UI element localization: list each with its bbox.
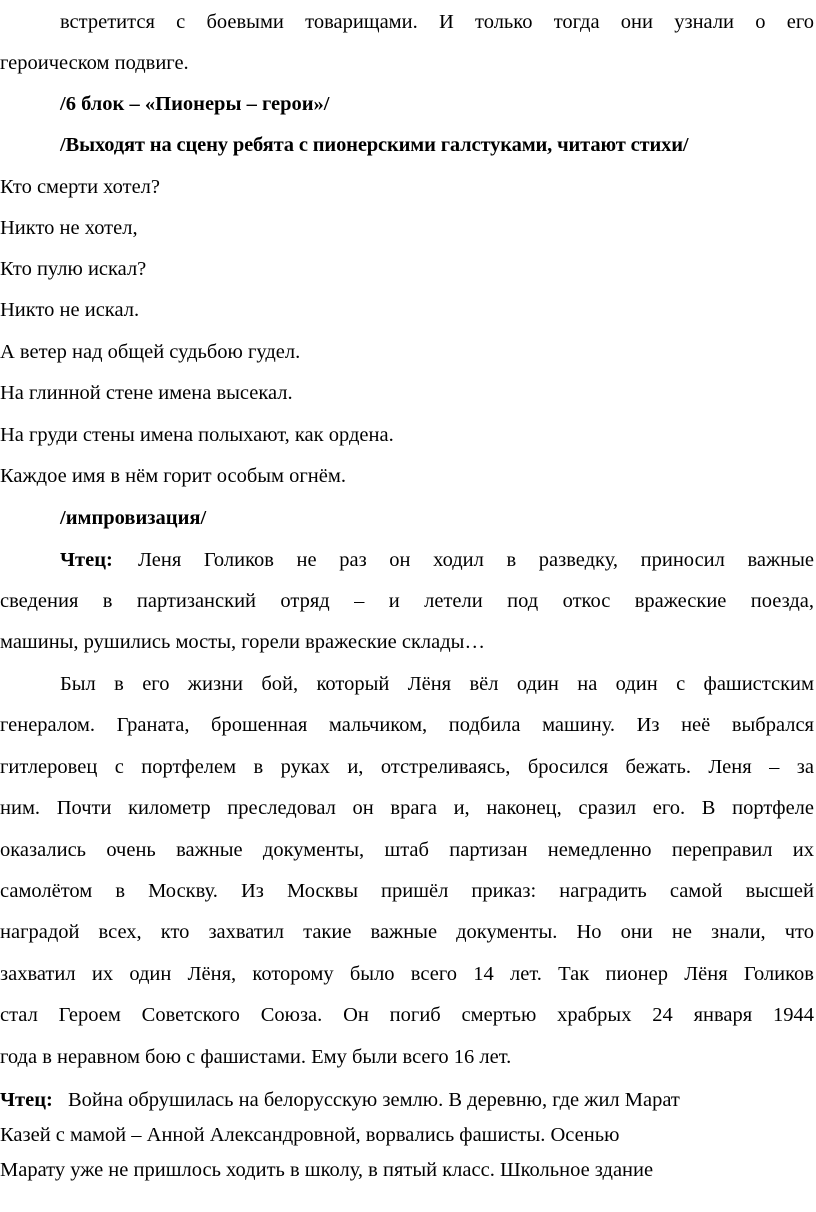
paragraph-line: стал Героем Советского Союза. Он погиб смертью храбрых 24 января 1944 <box>0 1004 814 1026</box>
paragraph-line: самолётом в Москву. Из Москвы пришёл приказ: наградить самой высшей <box>0 880 814 902</box>
stage-direction: /Выходят на сцену ребята с пионерскими галстуками, читают стихи/ <box>60 134 689 156</box>
paragraph-line: Был в его жизни бой, который Лёня вёл один на один с фашистским <box>60 673 814 695</box>
paragraph-line: оказались очень важные документы, штаб партизан немедленно переправил их <box>0 839 814 861</box>
poem-line: На глинной стене имена высекал. <box>0 382 293 404</box>
block-heading: /6 блок – «Пионеры – герои»/ <box>60 93 330 115</box>
paragraph-line: Война обрушилась на белорусскую землю. В деревню, где жил Марат <box>68 1089 680 1111</box>
paragraph-line: генералом. Граната, брошенная мальчиком, подбила машину. Из неё выбрался <box>0 714 814 736</box>
poem-line: А ветер над общей судьбою гудел. <box>0 341 301 363</box>
poem-line: На груди стены имена полыхают, как ордена. <box>0 424 394 446</box>
paragraph-line: героическом подвиге. <box>0 52 189 74</box>
paragraph-line: встретится с боевыми товарищами. И только тогда они узнали о его <box>60 11 814 33</box>
reader-label: Чтец: <box>0 1089 53 1111</box>
paragraph-line: машины, рушились мосты, горели вражеские склады… <box>0 631 485 653</box>
paragraph-line: ним. Почти километр преследовал он врага и, наконец, сразил его. В портфеле <box>0 797 814 819</box>
paragraph-line: года в неравном бою с фашистами. Ему были всего 16 лет. <box>0 1046 512 1068</box>
paragraph-line: Леня Голиков не раз он ходил в разведку, приносил важные <box>138 549 814 571</box>
paragraph-line: сведения в партизанский отряд – и летели под откос вражеские поезда, <box>0 590 814 612</box>
improv-heading: /импровизация/ <box>60 507 207 529</box>
poem-line: Кто пулю искал? <box>0 258 147 280</box>
poem-line: Никто не искал. <box>0 299 140 321</box>
poem-line: Каждое имя в нём горит особым огнём. <box>0 465 346 487</box>
poem-line: Никто не хотел, <box>0 217 138 239</box>
paragraph-line: Казей с мамой – Анной Александровной, ворвались фашисты. Осенью <box>0 1124 620 1146</box>
reader-label: Чтец: <box>60 549 113 571</box>
paragraph-line: Марату уже не пришлось ходить в школу, в пятый класс. Школьное здание <box>0 1159 654 1181</box>
poem-line: Кто смерти хотел? <box>0 176 160 198</box>
paragraph-line: захватил их один Лёня, которому было всего 14 лет. Так пионер Лёня Голиков <box>0 963 814 985</box>
paragraph-line: наградой всех, кто захватил такие важные документы. Но они не знали, что <box>0 921 814 943</box>
paragraph-line: гитлеровец с портфелем в руках и, отстреливаясь, бросился бежать. Леня – за <box>0 756 814 778</box>
